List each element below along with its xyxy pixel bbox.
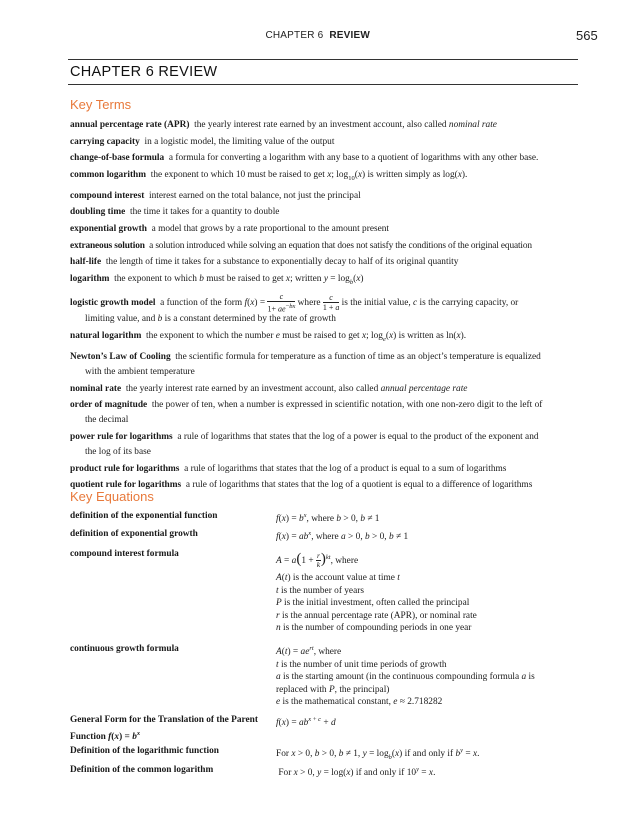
equation-formula: $f(x) = ab^{x + c} + d$ xyxy=(276,716,336,729)
term-name: annual percentage rate (APR) xyxy=(70,120,190,130)
term-newtons-law xyxy=(70,349,580,379)
term-half-life xyxy=(70,254,580,271)
term-nominal-rate xyxy=(70,381,580,398)
term-product-rule xyxy=(70,461,580,478)
term-name: compound interest xyxy=(70,190,145,201)
running-head-chapter: CHAPTER 6 REVIEW xyxy=(265,30,370,41)
term-definition: a model that grows by a rate proportional to the amount present xyxy=(151,224,390,235)
term-name: nominal rate xyxy=(70,383,122,394)
term-name: natural logarithm xyxy=(70,331,142,342)
equation-formula: A = a(1 + $\frac{r}{k}$ )$^{kt}$, where A(t) is the account value at time t t is the number of years P is the initial investment, often called the principal r is the annual percentage rate (APR), or nominal rate n is the number of compounding periods in one year xyxy=(276,548,576,635)
term-name: quotient rule for logarithms xyxy=(70,480,182,491)
term-definition: a solution introduced while solving an equation that does not satisfy the conditions of the original equation xyxy=(149,240,532,251)
term-definition-continued: limiting value, and b is a constant determined by the rate of growth xyxy=(85,314,336,325)
term-change-of-base xyxy=(70,150,580,167)
chapter-title: CHAPTER 6 REVIEW xyxy=(70,64,218,80)
term-name: change-of-base formula xyxy=(70,153,165,164)
equation-name: Definition of the logarithmic function xyxy=(70,746,219,756)
term-name: logarithm xyxy=(70,274,110,285)
running-head xyxy=(0,28,630,48)
term-definition: the time it takes for a quantity to double xyxy=(129,207,280,218)
equation-formula: $A(t) = ae^{rt}$, where t is the number of unit time periods of growth a is the starting amount (in the continuous compounding formula a is replaced with P, the principal) e is the mathematical constant, e ≈ 2.718282 xyxy=(276,643,576,709)
term-exponential-growth xyxy=(70,221,580,238)
term-compound-interest xyxy=(70,188,580,205)
equation-name: continuous growth formula xyxy=(70,644,179,654)
equation-note: t is the number of unit time periods of growth xyxy=(276,659,447,670)
key-terms-list xyxy=(70,117,580,494)
equation-note: n is the number of compounding periods in one year xyxy=(276,623,472,633)
term-name: order of magnitude xyxy=(70,400,148,411)
term-apr xyxy=(70,117,580,134)
term-extraneous-solution xyxy=(70,238,580,255)
term-definition: a function of the form f(x) = $\frac{c}{1+ ae^{-bx}}$ where $\frac{c}{1 + a}$ is the initial value, c is the carrying capacity, or xyxy=(160,291,519,314)
term-definition: in a logistic model, the limiting value of the output xyxy=(144,136,335,147)
equation-note: P is the initial investment, often called the principal xyxy=(276,598,470,608)
term-carrying-capacity xyxy=(70,134,580,151)
term-definition: the scientific formula for temperature as a function of time as an object’s temperature is equalized xyxy=(175,351,541,362)
equation-name: definition of exponential growth xyxy=(70,529,198,539)
term-definition: a rule of logarithms that states that the log of a quotient is equal to a difference of logarithms xyxy=(185,480,533,491)
term-definition-continued: with the ambient temperature xyxy=(85,366,195,377)
page-number: 565 xyxy=(576,28,598,43)
term-definition: the yearly interest rate earned by an investment account, also called nominal rate xyxy=(194,120,497,130)
equation-formula: For x > 0, y = log(x) if and only if $10^y = x$. xyxy=(276,766,436,779)
key-terms-heading: Key Terms xyxy=(70,97,132,112)
equation-note: e is the mathematical constant, e ≈ 2.718282 xyxy=(276,697,443,708)
equation-formula: $f(x) = b^x$, where b > 0, b ≠ 1 xyxy=(276,512,380,525)
term-definition: interest earned on the total balance, not just the principal xyxy=(149,190,361,201)
term-natural-logarithm xyxy=(70,328,580,349)
title-rule-bottom xyxy=(68,84,578,85)
equation-name: General Form for the Translation of the Parent Function $f(x) = b^x$ xyxy=(70,715,258,743)
equation-name: definition of the exponential function xyxy=(70,511,218,521)
term-logarithm xyxy=(70,271,580,292)
term-definition: the exponent to which b must be raised to get x; written $y = \log_b(x)$ xyxy=(114,274,364,287)
equation-note: replaced with P, the principal) xyxy=(276,684,390,695)
equation-name: Definition of the common logarithm xyxy=(70,765,214,775)
term-name: extraneous solution xyxy=(70,240,145,251)
term-definition: the exponent to which 10 must be raised to get x; $\log_{10}(x)$ is written simply as log(x). xyxy=(150,170,468,182)
equation-formula: For x > 0, b > 0, b ≠ 1, $y = \log_b(x)$ if and only if $b^y = x$. xyxy=(276,747,480,761)
term-name: exponential growth xyxy=(70,224,147,235)
title-rule-top xyxy=(68,59,578,60)
term-name: common logarithm xyxy=(70,170,147,181)
term-name: logistic growth model xyxy=(70,297,156,308)
term-common-logarithm xyxy=(70,167,580,188)
term-definition: the exponent to which the number e must be raised to get x; $\log_e(x)$ is written as ln(x). xyxy=(146,331,467,344)
term-name: product rule for logarithms xyxy=(70,463,180,474)
term-definition: the length of time it takes for a substance to exponentially decay to half of its original quantity xyxy=(105,257,459,268)
equation-note: t is the number of years xyxy=(276,585,364,596)
term-definition: the yearly interest rate earned by an investment account, also called annual percentage rate xyxy=(125,383,468,394)
term-definition: a rule of logarithms that states that the log of a product is equal to a sum of logarithms xyxy=(184,463,507,474)
equation-note: A(t) is the account value at time t xyxy=(276,573,400,583)
term-definition: the power of ten, when a number is expressed in scientific notation, with one non-zero digit to the left of xyxy=(151,400,543,411)
term-definition: a formula for converting a logarithm with any base to a quotient of logarithms with any other base. xyxy=(168,153,539,164)
key-equations-heading: Key Equations xyxy=(70,489,154,504)
term-name: doubling time xyxy=(70,207,126,218)
term-name: Newton’s Law of Cooling xyxy=(70,351,171,362)
term-definition-continued: the log of its base xyxy=(85,446,151,457)
term-name: power rule for logarithms xyxy=(70,432,173,443)
term-definition-continued: the decimal xyxy=(85,415,129,426)
term-power-rule xyxy=(70,429,580,459)
term-definition: a rule of logarithms that states that the log of a power is equal to the product of the exponent and xyxy=(177,432,539,443)
equation-note: r is the annual percentage rate (APR), or nominal rate xyxy=(276,610,477,621)
term-logistic-growth-model xyxy=(70,292,580,327)
equation-name: compound interest formula xyxy=(70,549,179,559)
term-doubling-time xyxy=(70,204,580,221)
term-name: carrying capacity xyxy=(70,136,140,147)
term-order-of-magnitude xyxy=(70,397,580,427)
equation-note: a is the starting amount (in the continuous compounding formula a is xyxy=(276,672,535,683)
equation-formula: $f(x) = ab^x$, where a > 0, b > 0, b ≠ 1 xyxy=(276,530,409,543)
term-name: half-life xyxy=(70,257,102,268)
